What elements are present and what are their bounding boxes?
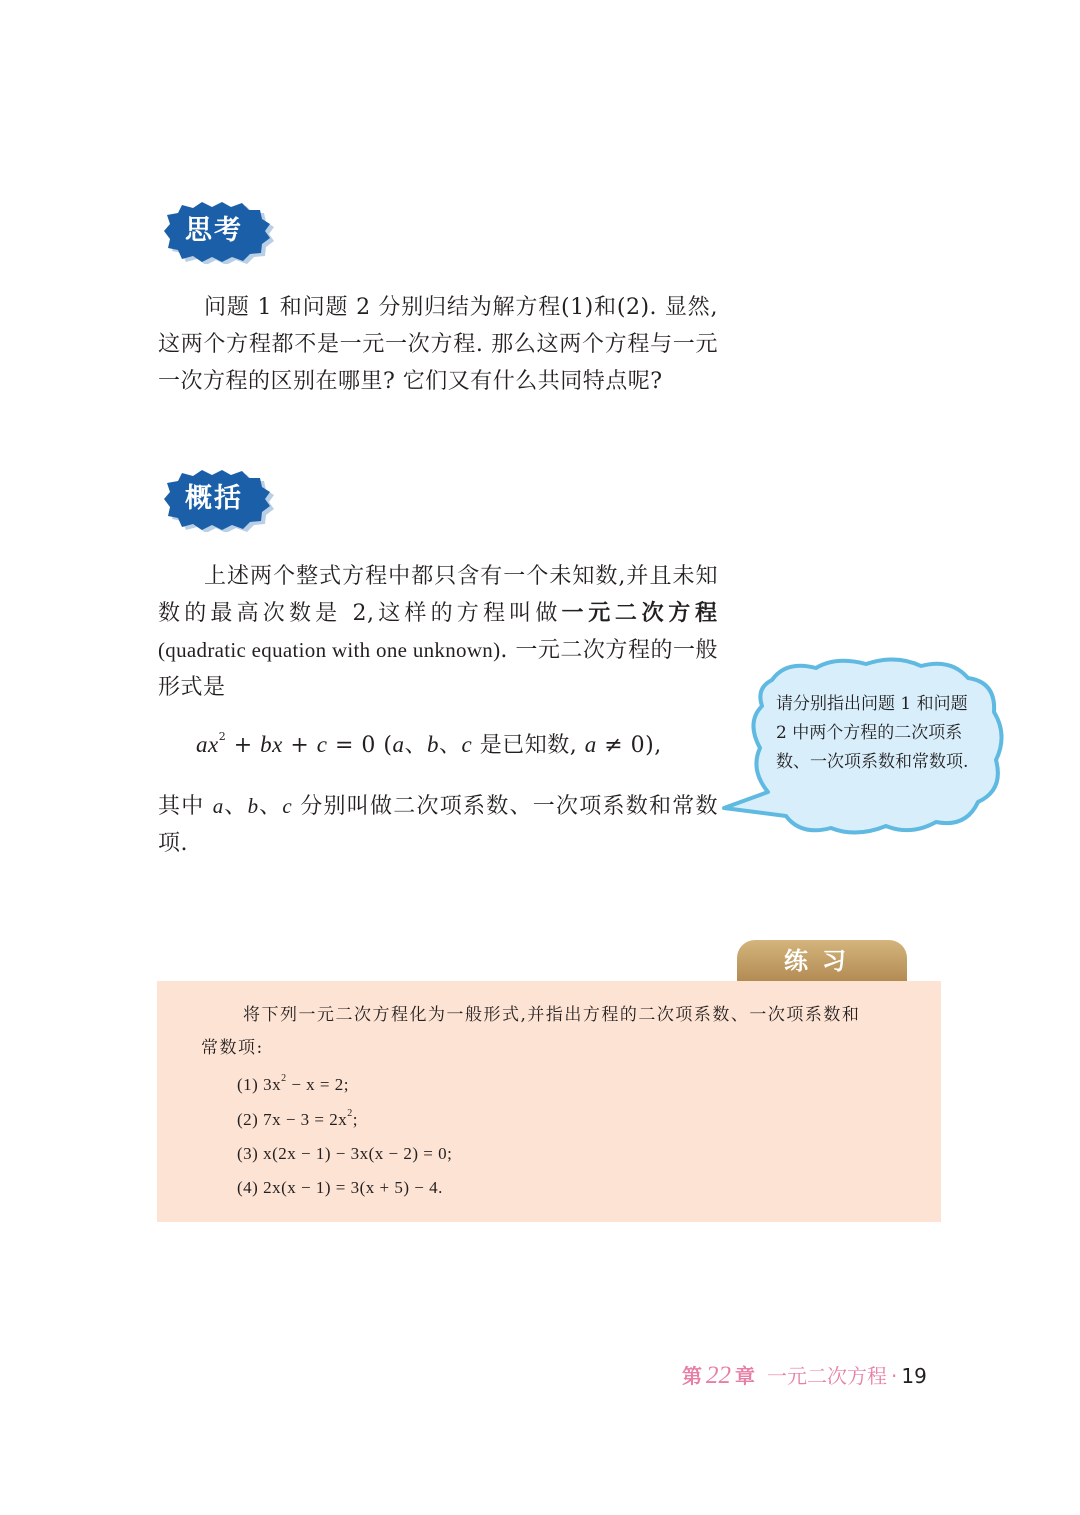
exercise-tab bbox=[737, 940, 907, 982]
summary-heading: 概括 bbox=[185, 483, 243, 514]
footer-separator: · bbox=[891, 1364, 898, 1388]
chapter-number: 22 bbox=[706, 1362, 731, 1389]
page-number: 19 bbox=[901, 1364, 927, 1388]
chapter-prefix: 第 bbox=[682, 1364, 702, 1388]
summary-badge bbox=[158, 468, 274, 532]
exercise-item: (3) x(2x − 1) − 3x(x − 2) = 0; bbox=[237, 1144, 453, 1163]
think-badge bbox=[158, 200, 274, 264]
general-form-formula: $ax^2$ + bx + c = 0 (a、b、c 是已知数, a ≠ 0), bbox=[196, 730, 662, 758]
chapter-title: 一元二次方程 bbox=[767, 1364, 887, 1388]
exercise-item: (2) $7x - 3 = 2x^2$; bbox=[237, 1108, 358, 1129]
think-heading: 思考 bbox=[185, 215, 243, 246]
definition-text: 上述两个整式方程中都只含有一个未知数,并且未知数的最高次数是 2,这样的方程叫做 bbox=[158, 564, 718, 626]
coefficient-paragraph: 其中 a、b、c 分别叫做二次项系数、一次项系数和常数项. bbox=[158, 794, 718, 856]
callout-text: 请分别指出问题 1 和问题 2 中两个方程的二次项系数、一次项系数和常数项. bbox=[776, 694, 969, 772]
exercise-intro: 将下列一元二次方程化为一般形式,并指出方程的二次项系数、一次项系数和 常数项: bbox=[201, 1005, 861, 1058]
definition-text-continued: . 一元二次方程的一般形式是 bbox=[158, 638, 718, 700]
think-paragraph: 问题 1 和问题 2 分别归结为解方程(1)和(2). 显然,这两个方程都不是一元一次方程. 那么这两个方程与一元一次方程的区别在哪里? 它们又有什么共同特点呢? bbox=[158, 295, 718, 394]
page-footer bbox=[682, 1360, 927, 1390]
exercise-item: (4) 2x(x − 1) = 3(x + 5) − 4. bbox=[237, 1178, 443, 1197]
definition-paragraph bbox=[158, 558, 718, 706]
english-term: (quadratic equation with one unknown) bbox=[158, 638, 501, 662]
exercise-box bbox=[157, 981, 941, 1222]
key-term: 一元二次方程 bbox=[561, 601, 718, 626]
exercise-tab-label: 练习 bbox=[784, 947, 860, 975]
chapter-suffix: 章 bbox=[735, 1364, 755, 1388]
callout-bubble bbox=[716, 650, 1006, 850]
exercise-item: (1) $3x^2 - x = 2$; bbox=[237, 1073, 349, 1094]
